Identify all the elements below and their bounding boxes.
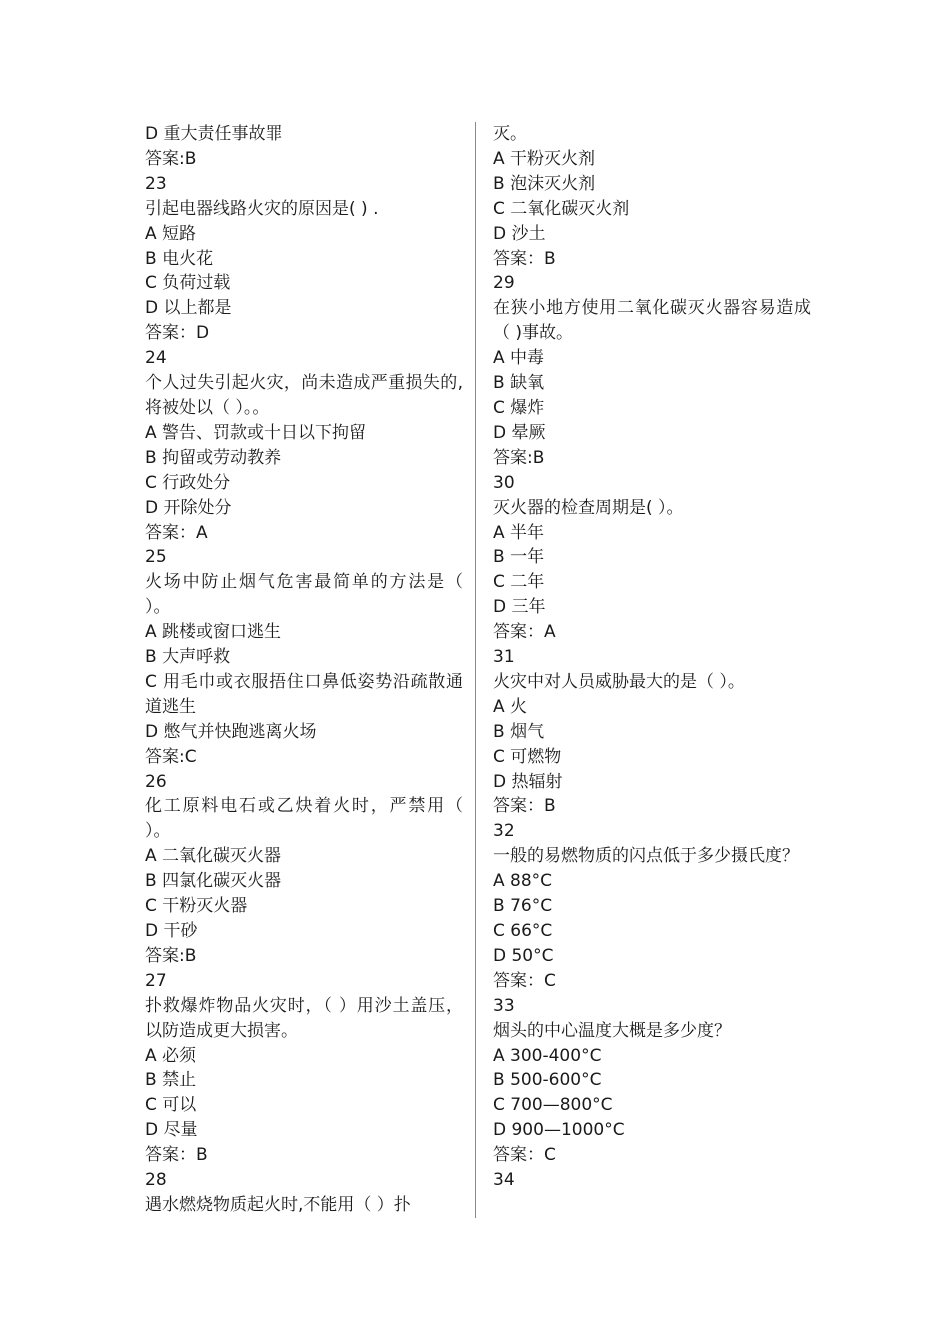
question-number: 30 <box>493 472 515 493</box>
option-line: B 大声呼救 <box>145 647 231 668</box>
option-line: D 以上都是 <box>145 298 232 319</box>
question-number: 34 <box>493 1170 515 1191</box>
question-text: 化工原料电石或乙炔着火时，严禁用（ ）。 <box>145 796 463 842</box>
option-line: C 可燃物 <box>493 746 562 767</box>
option-line: A 必须 <box>145 1045 197 1066</box>
question-text: 一般的易燃物质的闪点低于多少摄氏度？ <box>493 846 799 867</box>
option-line: B 500-600°C <box>493 1070 602 1091</box>
option-line: C 行政处分 <box>145 472 231 493</box>
option-line: B 缺氧 <box>493 373 545 394</box>
option-line: B 泡沫灭火剂 <box>493 173 596 194</box>
answer-line: 答案：B <box>493 796 556 817</box>
answer-line: 答案：D <box>145 323 210 344</box>
option-line: B 电火花 <box>145 248 214 269</box>
option-line: B 烟气 <box>493 721 545 742</box>
option-line: C 干粉灭火器 <box>145 896 248 917</box>
question-text: 灭火器的检查周期是( ）。 <box>493 497 684 518</box>
right-column <box>493 122 811 1193</box>
question-number: 27 <box>145 970 167 991</box>
question-number: 31 <box>493 647 515 668</box>
option-line: B 禁止 <box>145 1070 197 1091</box>
option-line: A 88°C <box>493 871 553 892</box>
question-number: 33 <box>493 995 515 1016</box>
option-line: C 二年 <box>493 572 545 593</box>
option-line: D 热辐射 <box>493 771 563 792</box>
question-text: 烟头的中心温度大概是多少度？ <box>493 1020 731 1041</box>
option-line: A 短路 <box>145 223 197 244</box>
option-line: D 憋气并快跑逃离火场 <box>145 721 317 742</box>
text-line: D 重大责任事故罪 <box>145 124 283 144</box>
answer-line: 答案:B <box>493 447 545 468</box>
option-line: D 900—1000°C <box>493 1120 625 1141</box>
option-line: D 开除处分 <box>145 497 232 518</box>
option-line: A 半年 <box>493 522 545 543</box>
answer-line: 答案:B <box>145 148 197 169</box>
option-line: B 76°C <box>493 896 553 917</box>
answer-line: 答案：B <box>145 1145 208 1166</box>
option-line: A 干粉灭火剂 <box>493 148 596 169</box>
option-line: B 一年 <box>493 547 545 568</box>
answer-line: 答案:B <box>145 945 197 966</box>
option-line: D 干砂 <box>145 921 198 941</box>
question-text: 灭。 <box>493 124 527 144</box>
answer-line: 答案：A <box>493 622 556 643</box>
answer-line: 答案：C <box>493 970 556 991</box>
question-text: 火场中防止烟气危害最简单的方法是（ ）。 <box>145 572 463 618</box>
option-line: C 用毛巾或衣服捂住口鼻低姿势沿疏散通道逃生 <box>145 671 463 717</box>
option-line: B 四氯化碳灭火器 <box>145 871 282 892</box>
option-line: C 爆炸 <box>493 397 545 418</box>
option-line: C 负荷过载 <box>145 273 231 294</box>
question-number: 25 <box>145 547 167 568</box>
answer-line: 答案：B <box>493 248 556 269</box>
option-line: D 沙土 <box>493 223 546 244</box>
left-column <box>145 122 463 1218</box>
question-text: 扑救爆炸物品火灾时，（ ）用沙土盖压，以防造成更大损害。 <box>145 995 463 1041</box>
question-text: 引起电器线路火灾的原因是( ) . <box>145 198 379 219</box>
option-line: D 50°C <box>493 945 554 966</box>
column-divider <box>475 122 476 1218</box>
question-text: 在狭小地方使用二氧化碳灭火器容易造成（ )事故。 <box>493 298 811 344</box>
option-line: A 二氧化碳灭火器 <box>145 846 282 867</box>
option-line: A 火 <box>493 696 528 717</box>
option-line: C 二氧化碳灭火剂 <box>493 198 630 219</box>
question-number: 23 <box>145 173 167 194</box>
question-number: 28 <box>145 1170 167 1191</box>
option-line: A 中毒 <box>493 348 545 369</box>
answer-line: 答案:C <box>145 746 197 767</box>
option-line: A 跳楼或窗口逃生 <box>145 622 282 643</box>
question-text: 火灾中对人员威胁最大的是（ ）。 <box>493 671 745 692</box>
question-number: 32 <box>493 821 515 842</box>
option-line: D 晕厥 <box>493 422 546 443</box>
answer-line: 答案：A <box>145 522 208 543</box>
option-line: A 300-400°C <box>493 1045 602 1066</box>
option-line: C 66°C <box>493 921 553 941</box>
question-text: 遇水燃烧物质起火时,不能用（ ）扑 <box>145 1194 411 1215</box>
question-number: 24 <box>145 348 167 369</box>
option-line: C 700—800°C <box>493 1095 613 1116</box>
question-number: 29 <box>493 273 515 294</box>
option-line: B 拘留或劳动教养 <box>145 447 282 468</box>
answer-line: 答案：C <box>493 1145 556 1166</box>
option-line: D 三年 <box>493 597 546 618</box>
question-number: 26 <box>145 771 167 792</box>
option-line: D 尽量 <box>145 1120 198 1141</box>
option-line: C 可以 <box>145 1095 197 1116</box>
question-text: 个人过失引起火灾，尚未造成严重损失的,将被处以（ ）。。 <box>145 373 463 418</box>
option-line: A 警告、罚款或十日以下拘留 <box>145 422 367 443</box>
